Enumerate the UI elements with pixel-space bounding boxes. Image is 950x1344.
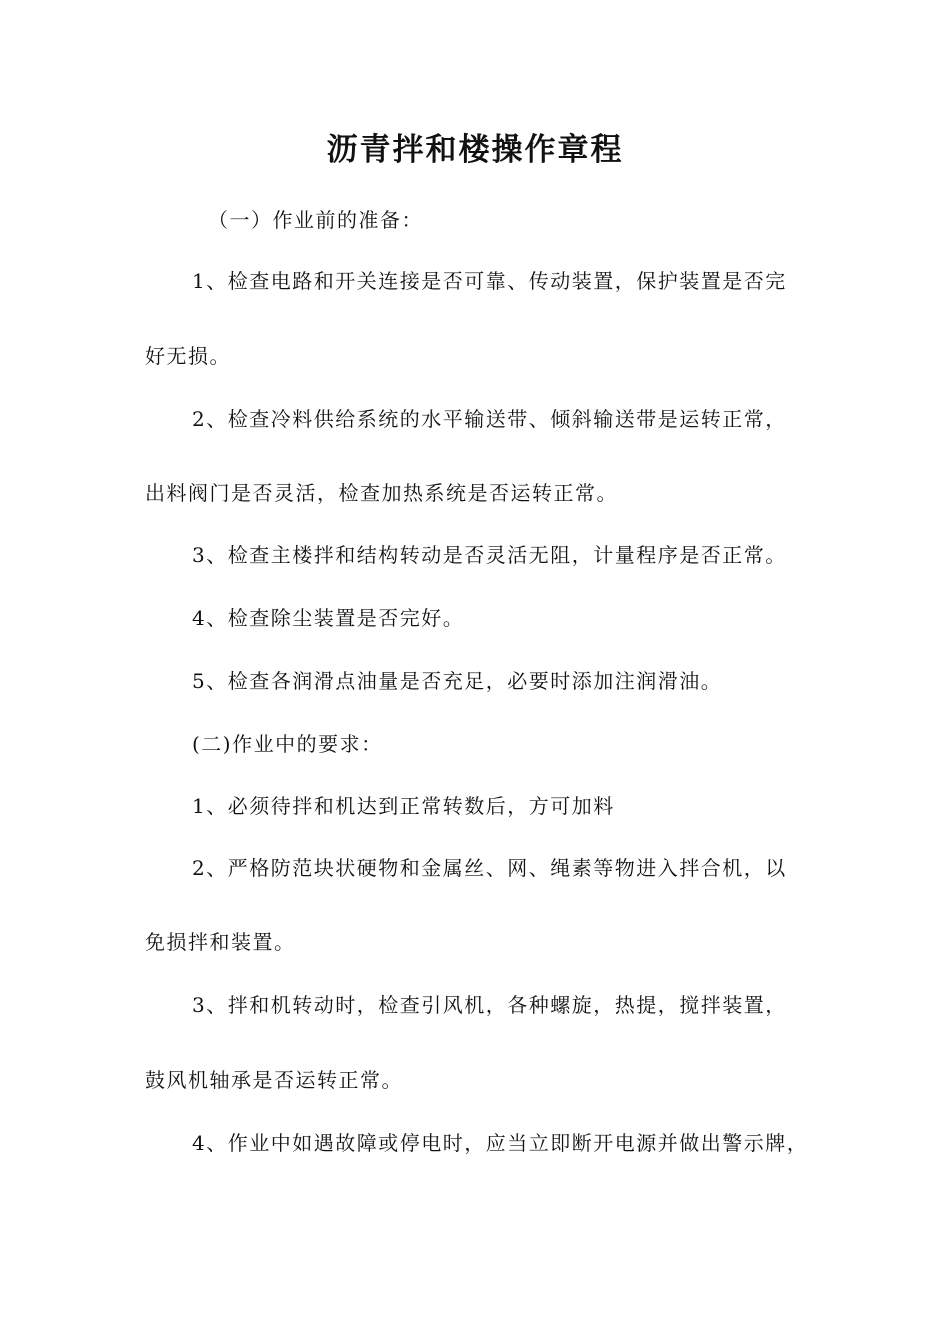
paragraph-line: 好无损。	[145, 344, 231, 368]
paragraph-line: 4、检查除尘装置是否完好。	[192, 606, 465, 630]
paragraph-line: 3、检查主楼拌和结构转动是否灵活无阻，计量程序是否正常。	[192, 543, 787, 567]
paragraph-line: 1、必须待拌和机达到正常转数后，方可加料	[192, 794, 615, 818]
section-heading-before-work: （一）作业前的准备：	[208, 208, 423, 232]
paragraph-line: 3、拌和机转动时，检查引风机，各种螺旋，热提，搅拌装置，	[192, 993, 787, 1017]
paragraph-line: 鼓风机轴承是否运转正常。	[145, 1068, 403, 1092]
document-title: 沥青拌和楼操作章程	[326, 132, 624, 168]
paragraph-line: 1、检查电路和开关连接是否可靠、传动装置，保护装置是否完	[192, 269, 787, 293]
section-heading-during-work: (二)作业中的要求：	[192, 732, 383, 756]
paragraph-line: 2、检查冷料供给系统的水平输送带、倾斜输送带是运转正常，	[192, 407, 787, 431]
paragraph-line: 2、严格防范块状硬物和金属丝、网、绳素等物进入拌合机，以	[192, 856, 787, 880]
paragraph-line: 5、检查各润滑点油量是否充足，必要时添加注润滑油。	[192, 669, 723, 693]
paragraph-line: 出料阀门是否灵活，检查加热系统是否运转正常。	[145, 481, 618, 505]
paragraph-line: 4、作业中如遇故障或停电时，应当立即断开电源并做出警示牌，	[192, 1131, 809, 1155]
paragraph-line: 免损拌和装置。	[145, 930, 296, 954]
